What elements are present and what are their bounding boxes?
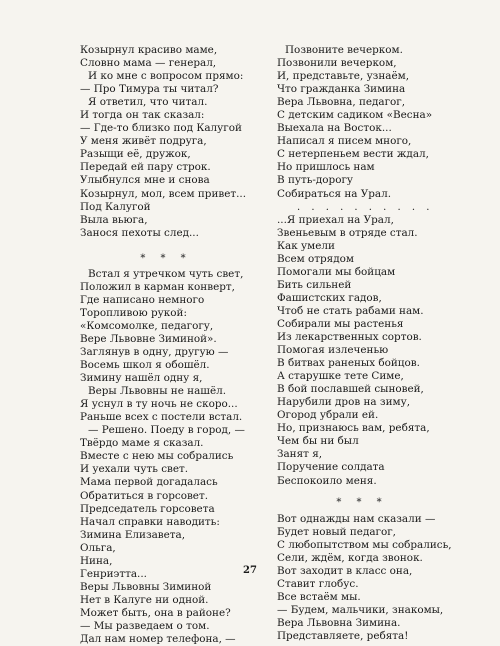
poem-line: — Будем, мальчики, знакомы, xyxy=(277,603,444,616)
poem-line: Начал справки наводить: xyxy=(80,515,220,528)
stanza-left-1 xyxy=(80,44,252,240)
poem-line: Беспокоило меня. xyxy=(277,474,377,487)
poem-line: Где написано немного xyxy=(80,293,205,306)
poem-line: Вера Львовна Зимина. xyxy=(277,616,401,629)
poem-line: Вера Львовна, педагог, xyxy=(277,96,406,109)
poem-line: Огород убрали ей. xyxy=(277,409,379,422)
page-number: 27 xyxy=(243,565,257,576)
poem-line: Может быть, она в районе? xyxy=(80,606,231,619)
poem-line: Ставит глобус. xyxy=(277,577,359,590)
section-separator: * * * xyxy=(140,252,192,264)
poem-line: Занося пехоты след... xyxy=(80,226,199,239)
poem-line: Написал я писем много, xyxy=(277,135,412,148)
poem-line: — Мы разведаем о том. xyxy=(80,619,210,632)
poem-line: Генриэтта... xyxy=(80,567,147,580)
poem-line: — Про Тимура ты читал? xyxy=(80,83,219,96)
poem-line: Вот заходит в класс она, xyxy=(277,564,413,577)
poem-line: С детским садиком «Весна» xyxy=(277,109,433,122)
poem-line: Нет в Калуге ни одной. xyxy=(80,593,209,606)
poem-line: Передай ей пару строк. xyxy=(80,161,211,174)
poem-line: И ко мне с вопросом прямо: xyxy=(88,70,244,83)
poem-line: Сели, ждём, когда звонок. xyxy=(277,551,423,564)
poem-line: Выла вьюга, xyxy=(80,213,148,226)
poem-line: — Где-то близко под Калугой xyxy=(80,122,242,135)
poem-line: Ольга, xyxy=(80,541,116,554)
poem-line: Под Калугой xyxy=(80,200,151,213)
poem-line: И тогда он так сказал: xyxy=(80,109,205,122)
poem-line: Что гражданка Зимина xyxy=(277,83,406,96)
poem-line: Дал нам номер телефона, — xyxy=(80,633,236,646)
stanza-right-3 xyxy=(277,512,452,643)
poem-line: Как умели xyxy=(277,239,335,252)
poem-line: Вместе с нею мы собрались xyxy=(80,450,234,463)
poem-line: Всем отрядом xyxy=(277,252,354,265)
poem-line: Зимина Елизавета, xyxy=(80,528,186,541)
poem-line: Из лекарственных сортов. xyxy=(277,330,422,343)
poem-column-right xyxy=(277,44,452,643)
poem-line: Вот однажды нам сказали — xyxy=(277,512,436,525)
poem-line: Твёрдо маме я сказал. xyxy=(80,437,204,450)
poem-line: Чтоб не стать рабами нам. xyxy=(277,304,424,317)
poem-line: В битвах раненых бойцов. xyxy=(277,357,420,370)
poem-line: «Комсомолке, педагогу, xyxy=(80,319,214,332)
poem-line: Будет новый педагог, xyxy=(277,525,396,538)
poem-line: Позвоните вечерком. xyxy=(285,44,403,56)
stanza-right-2 xyxy=(277,214,447,488)
poem-line: Выехала на Восток... xyxy=(277,122,392,135)
poem-line: Словно мама — генерал, xyxy=(80,57,217,70)
poem-line: Фашистских гадов, xyxy=(277,291,382,304)
poem-line: Козырнул, мол, всем привет... xyxy=(80,187,247,200)
poem-line: Восемь школ я обошёл. xyxy=(80,359,210,372)
poem-line: Раньше всех с постели встал. xyxy=(80,411,243,424)
poem-line: Мама первой догадалась xyxy=(80,476,218,489)
poem-line: В путь-дорогу xyxy=(277,174,354,187)
poem-line: Председатель горсовета xyxy=(80,502,215,515)
poem-line: Чем бы ни был xyxy=(277,435,359,448)
poem-line: Торопливою рукой: xyxy=(80,306,187,319)
poem-line: С нетерпеньем вести ждал, xyxy=(277,148,429,161)
poem-line: Но пришлось нам xyxy=(277,161,375,174)
poem-line: Помогая излеченью xyxy=(277,344,389,357)
poem-line: С любопытством мы собрались, xyxy=(277,538,452,551)
poem-line: Нарубили дров на зиму, xyxy=(277,396,411,409)
poem-line: Козырнул красиво маме, xyxy=(80,44,218,56)
stanza-left-2 xyxy=(80,268,252,646)
poem-line: Разыщи её, дружок, xyxy=(80,148,191,161)
section-separator: * * * xyxy=(336,496,388,508)
poem-line: У меня живёт подруга, xyxy=(80,135,207,148)
stanza-right-1 xyxy=(277,44,447,201)
poem-line: Собираться на Урал. xyxy=(277,187,391,200)
poem-line: Занят я, xyxy=(277,448,323,461)
poem-line: Позвонили вечерком, xyxy=(277,57,397,70)
poem-line: И, представьте, узнаём, xyxy=(277,70,409,83)
poem-line: Звеньевым в отряде стал. xyxy=(277,226,418,239)
poem-line: Помогали мы бойцам xyxy=(277,265,396,278)
poem-line: Я уснул в ту ночь не скоро... xyxy=(80,398,238,411)
poem-line: Поручение солдата xyxy=(277,461,385,474)
poem-line: Положил в карман конверт, xyxy=(80,280,235,293)
poem-line: Зимину нашёл одну я, xyxy=(80,372,203,385)
poem-line: А старушке тете Симе, xyxy=(277,370,404,383)
poem-line: — Решено. Поеду в город, — xyxy=(88,424,245,437)
poem-line: Все встаём мы. xyxy=(277,590,361,603)
poem-line: Нина, xyxy=(80,554,113,567)
poem-column-left xyxy=(80,44,252,646)
poem-line: И уехали чуть свет. xyxy=(80,463,189,476)
poem-line: Собирали мы растенья xyxy=(277,317,404,330)
poem-line: Вере Львовне Зиминой». xyxy=(80,332,217,345)
poem-line: Веры Львовны не нашёл. xyxy=(88,385,227,398)
poem-line: Встал я утречком чуть свет, xyxy=(88,267,244,280)
poem-line: Заглянув в одну, другую — xyxy=(80,345,229,358)
poem-line: Я ответил, что читал. xyxy=(88,96,208,109)
poem-line: Но, признаюсь вам, ребята, xyxy=(277,422,430,435)
poem-line: Веры Львовны Зиминой xyxy=(80,580,212,593)
poem-line: ...Я приехал на Урал, xyxy=(277,213,394,226)
poem-line: В бой пославшей сыновей, xyxy=(277,383,424,396)
poem-line: Представляете, ребята! xyxy=(277,629,409,642)
poem-line: Улыбнулся мне и снова xyxy=(80,174,210,187)
dotted-separator: . . . . . . . . . . xyxy=(297,201,434,213)
poem-line: Обратиться в горсовет. xyxy=(80,489,209,502)
poem-line: Бить сильней xyxy=(277,278,352,291)
